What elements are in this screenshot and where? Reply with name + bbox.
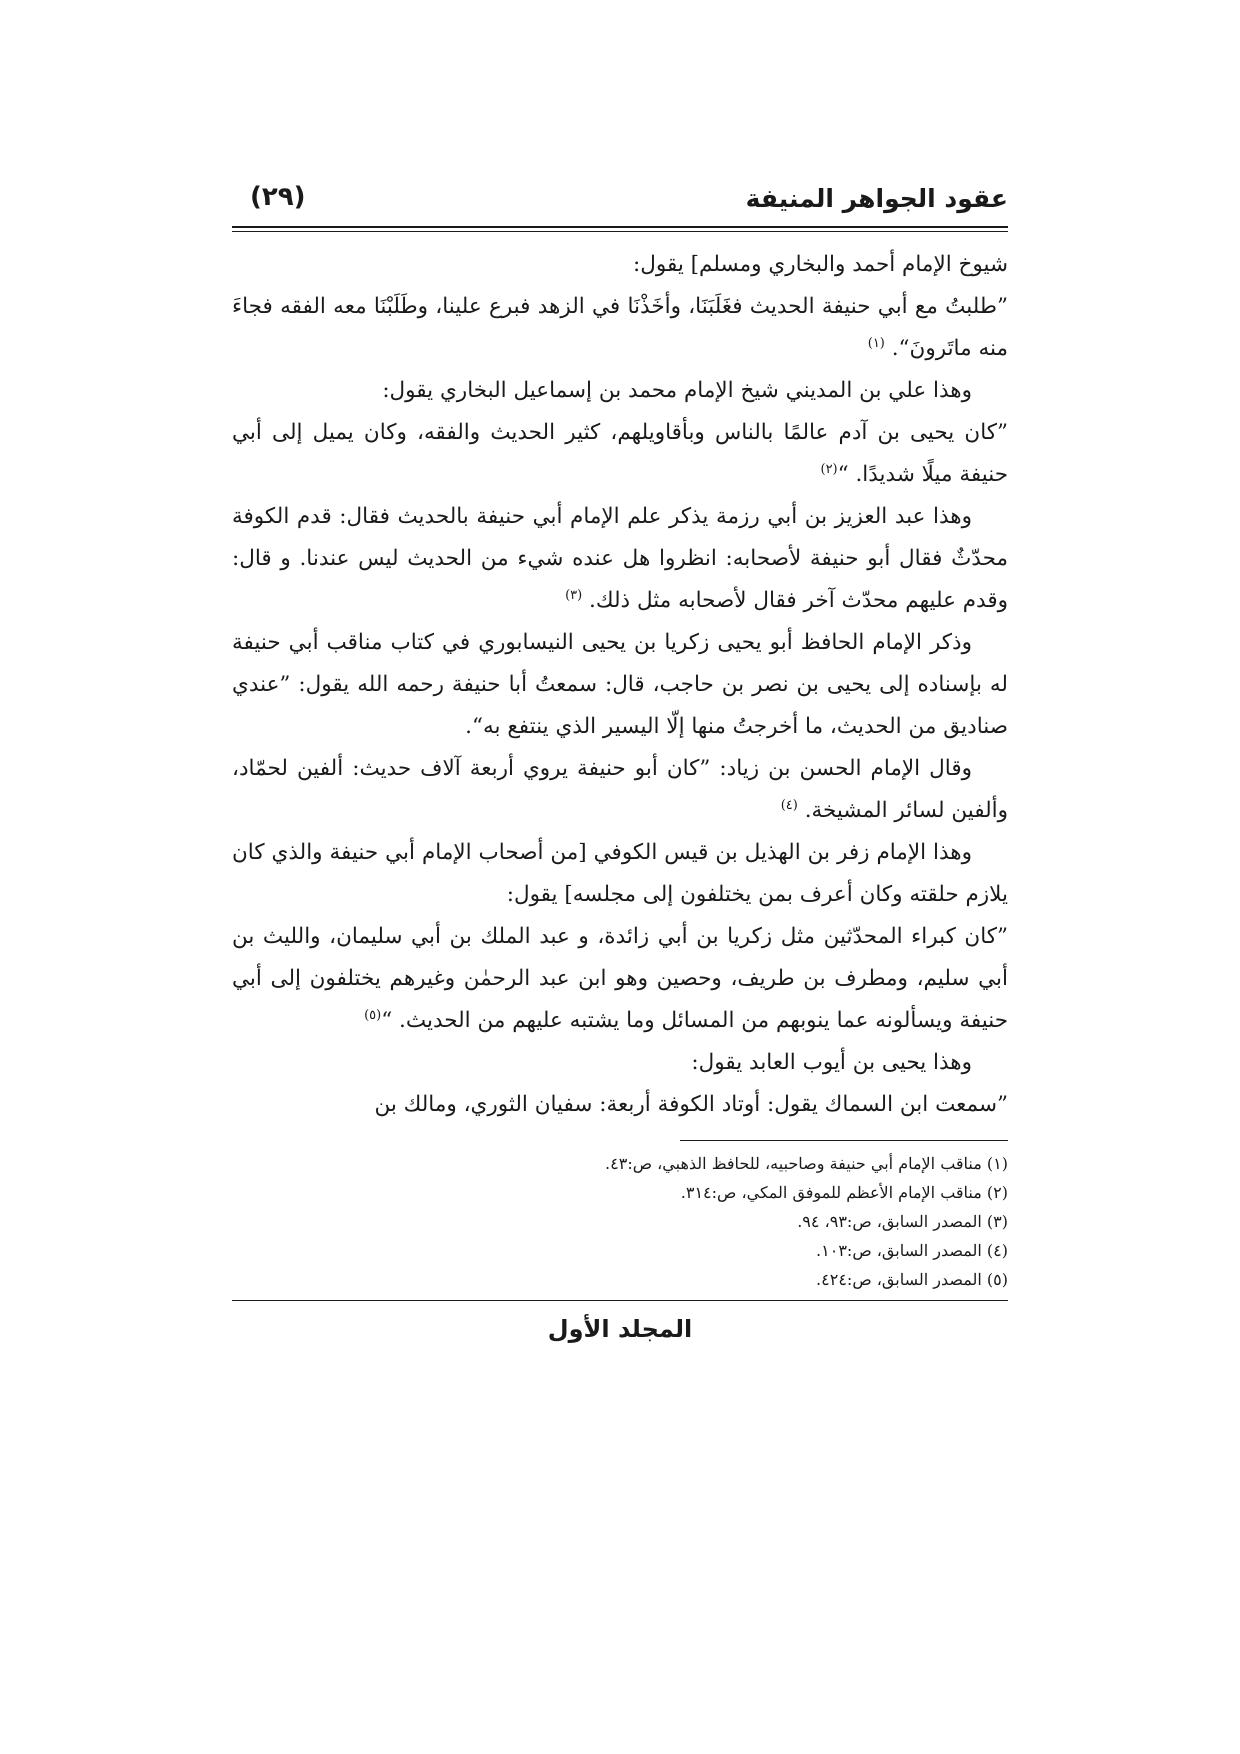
main-text bbox=[232, 244, 1008, 1126]
volume-label: المجلد الأول bbox=[547, 1315, 693, 1343]
footnote: (٢) مناقب الإمام الأعظم للموفق المكي، ص:٣١٤. bbox=[680, 1183, 1008, 1202]
book-title: عقود الجواهر المنيفة bbox=[745, 184, 1008, 213]
footnote-divider bbox=[680, 1140, 1008, 1141]
paragraph: شيوخ الإمام أحمد والبخاري ومسلم] يقول: bbox=[632, 252, 1008, 277]
footnote: (٥) المصدر السابق، ص:٤٢٤. bbox=[816, 1270, 1008, 1289]
footnotes bbox=[232, 1149, 1008, 1294]
paragraph: وهذا الإمام زفر بن الهذيل بن قيس الكوفي [من أصحاب الإمام أبي حنيفة والذي كان يلازم حلقته وكان أعرف بمن يختلفون إلى مجلسه] يقول: bbox=[232, 840, 1008, 907]
page-number: (٢٩) bbox=[250, 182, 306, 212]
paragraph: وهذا يحيى بن أيوب العابد يقول: bbox=[691, 1050, 972, 1075]
paragraph: ”كان يحيى بن آدم عالمًا بالناس وبأقاويلهم، كثير الحديث والفقه، وكان يميل إلى أبي حنيفة ميلًا شديدًا. “$^{(٢)}$ bbox=[232, 420, 1008, 487]
footnote-marker: (٤) bbox=[780, 797, 798, 813]
paragraph: وهذا عبد العزيز بن أبي رزمة يذكر علم الإمام أبي حنيفة بالحديث فقال: قدم الكوفة محدّثٌ فقال أبو حنيفة لأصحابه: انظروا هل عنده شيء من الحديث ليس عندنا. و قال: وقدم عليهم محدّث آخر فقال لأصحابه مثل ذلك. $^{(٣)}$ bbox=[232, 504, 1008, 613]
running-header bbox=[232, 180, 1008, 226]
footnote-marker: (٢) bbox=[820, 461, 838, 477]
footer-rule bbox=[232, 1300, 1008, 1301]
footnote-marker: (٣) bbox=[565, 587, 583, 603]
header-rule bbox=[232, 226, 1008, 232]
paragraph: وذكر الإمام الحافظ أبو يحيى زكريا بن يحيى النيسابوري في كتاب مناقب أبي حنيفة له بإسناده إلى يحيى بن نصر بن حاجب، قال: سمعتُ أبا حنيفة رحمه الله يقول: ”عندي صناديق من الحديث، ما أخرجتُ منها إلّا اليسير الذي ينتفع به“. bbox=[232, 630, 1008, 739]
footnote-marker: (١) bbox=[867, 335, 885, 351]
footnote: (٣) المصدر السابق، ص:٩٣، ٩٤. bbox=[797, 1212, 1008, 1231]
book-page bbox=[232, 180, 1008, 1343]
footnote-marker: (٥) bbox=[364, 1007, 382, 1023]
paragraph: وقال الإمام الحسن بن زياد: ”كان أبو حنيفة يروي أربعة آلاف حديث: ألفين لحمّاد، وألفين لسائر المشيخة. $^{(٤)}$ bbox=[232, 756, 1008, 823]
paragraph: ”كان كبراء المحدّثين مثل زكريا بن أبي زائدة، و عبد الملك بن أبي سليمان، والليث بن أبي سليم، ومطرف بن طريف، وحصين وهو ابن عبد الرحمٰن وغيرهم يختلفون إلى أبي حنيفة ويسألونه عما ينوبهم من المسائل وما يشتبه عليهم من الحديث. “$^{(٥)}$ bbox=[232, 924, 1008, 1033]
paragraph: ”طلبتُ مع أبي حنيفة الحديث فغَلَبَنَا، وأخَذْنَا في الزهد فبرع علينا، وطَلَبْنَا معه الفقه فجاءَ منه ماتَرونَ“. $^{(١)}$ bbox=[232, 294, 1008, 361]
footnote: (١) مناقب الإمام أبي حنيفة وصاحبيه، للحافظ الذهبي، ص:٤٣. bbox=[605, 1154, 1008, 1173]
paragraph: وهذا علي بن المديني شيخ الإمام محمد بن إسماعيل البخاري يقول: bbox=[382, 378, 972, 403]
footnote: (٤) المصدر السابق، ص:١٠٣. bbox=[816, 1241, 1008, 1260]
paragraph: ”سمعت ابن السماك يقول: أوتاد الكوفة أربعة: سفيان الثوري، ومالك بن bbox=[374, 1092, 1008, 1117]
